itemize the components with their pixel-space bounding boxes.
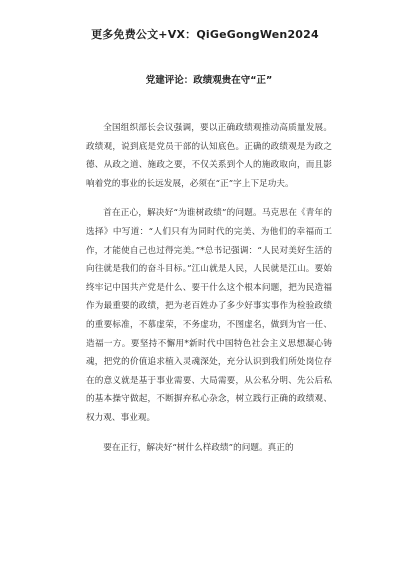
- paragraph-3: 要在正行，解决好“树什么样政绩”的问题。真正的: [103, 442, 294, 453]
- watermark-header: 更多免费公文+VX：QiGeGongWen2024: [91, 28, 319, 41]
- document-title: 党建评论：政绩观贵在守“正”: [145, 75, 273, 86]
- paragraph-1: 全国组织部长会议强调，要以正确政绩观推动高质量发展。政绩观，说到底是党员干部的认知底色。正确的政绩观是为政之德、从政之道、施政之要，不仅关系到个人的施政取向，而且影响着党的事业的长远发展，必须在“正”字上下足功夫。: [86, 123, 332, 189]
- paragraph-2: 首在正心，解决好“为谁树政绩”的问题。马克思在《青年的选择》中写道：“人们只有为同时代的完美、为他们的幸福而工作，才能使自己也过得完美。”*总书记强调：“人民对美好生活的向往就是我们的奋斗目标。”江山就是人民，人民就是江山。要始终牢记中国共产党是什么、要干什么这个根本问题，把为民造福作为最重要的政绩，把为老百姓办了多少好事实事作为检验政绩的重要标准，不慕虚荣，不务虚功，不图虚名，做到为官一任、造福一方。要坚持不懈用*新时代中国特色社会主义思想凝心铸魂，把党的价值追求植入灵魂深处，充分认识到我们所处岗位存在的意义就是基于事业需要、大局需要，从公私分明、先公后私的基本操守做起，不断摒弃私心杂念，树立践行正确的政绩观、权力观、事业观。: [86, 208, 332, 423]
